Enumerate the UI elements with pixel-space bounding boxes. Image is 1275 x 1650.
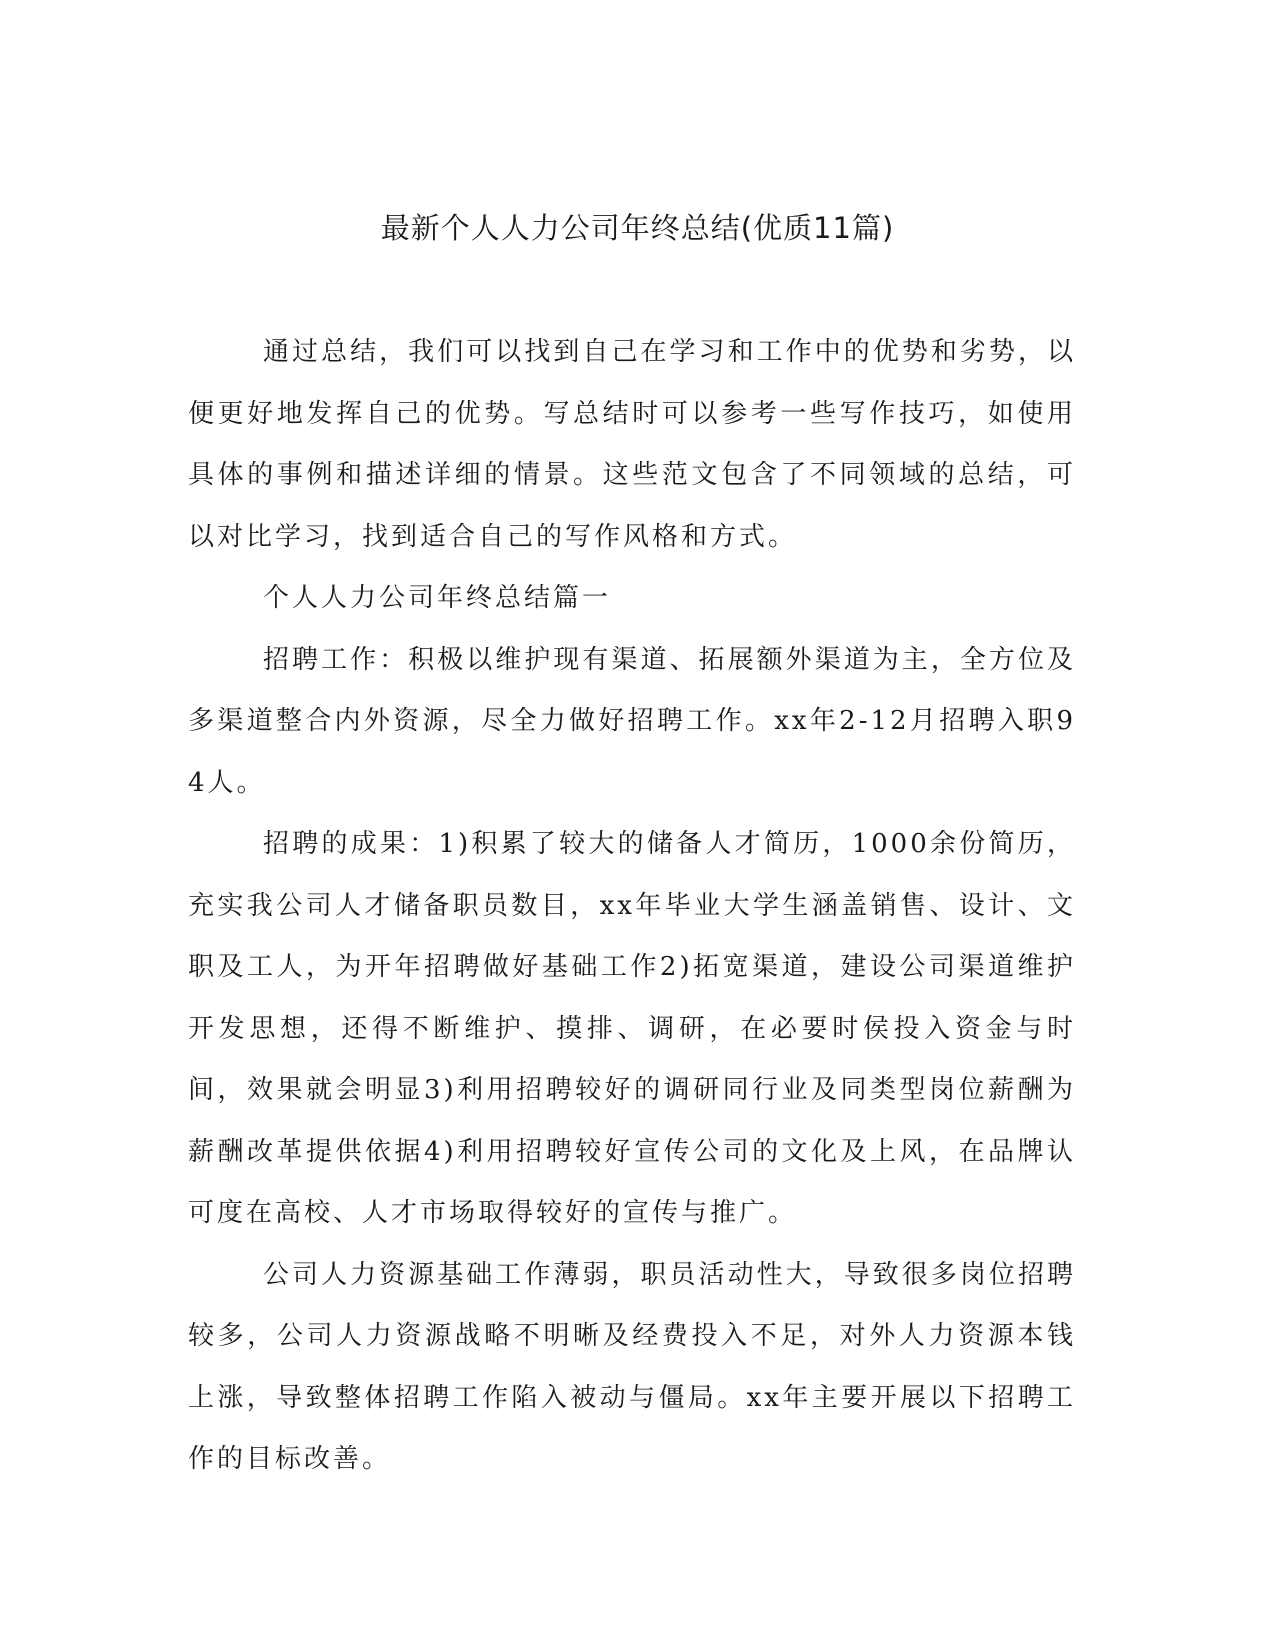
paragraph-recruitment-results: 招聘的成果：1)积累了较大的储备人才简历，1000余份简历，充实我公司人才储备职员数目，xx年毕业大学生涵盖销售、设计、文职及工人，为开年招聘做好基础工作2)拓宽渠道，建设公司渠道维护开发思想，还得不断维护、摸排、调研，在必要时侯投入资金与时间，效果就会明显3)利用招聘较好的调研同行业及同类型岗位薪酬为薪酬改革提供依据4)利用招聘较好宣传公司的文化及上风，在品牌认可度在高校、人才市场取得较好的宣传与推广。 [188, 829, 1076, 1228]
paragraph-intro: 通过总结，我们可以找到自己在学习和工作中的优势和劣势，以便更好地发挥自己的优势。写总结时可以参考一些写作技巧，如使用具体的事例和描述详细的情景。这些范文包含了不同领域的总结，可以对比学习，找到适合自己的写作风格和方式。 [188, 337, 1076, 552]
paragraph-recruitment-work: 招聘工作：积极以维护现有渠道、拓展额外渠道为主，全方位及多渠道整合内外资源，尽全力做好招聘工作。xx年2-12月招聘入职94人。 [188, 644, 1076, 798]
document-title: 最新个人人力公司年终总结(优质11篇) [380, 211, 895, 245]
section-heading: 个人人力公司年终总结篇一 [263, 583, 612, 613]
paragraph-hr-issues: 公司人力资源基础工作薄弱，职员活动性大，导致很多岗位招聘较多，公司人力资源战略不明晰及经费投入不足，对外人力资源本钱上涨，导致整体招聘工作陷入被动与僵局。xx年主要开展以下招聘工作的目标改善。 [188, 1259, 1076, 1474]
document-body [188, 322, 1076, 1491]
